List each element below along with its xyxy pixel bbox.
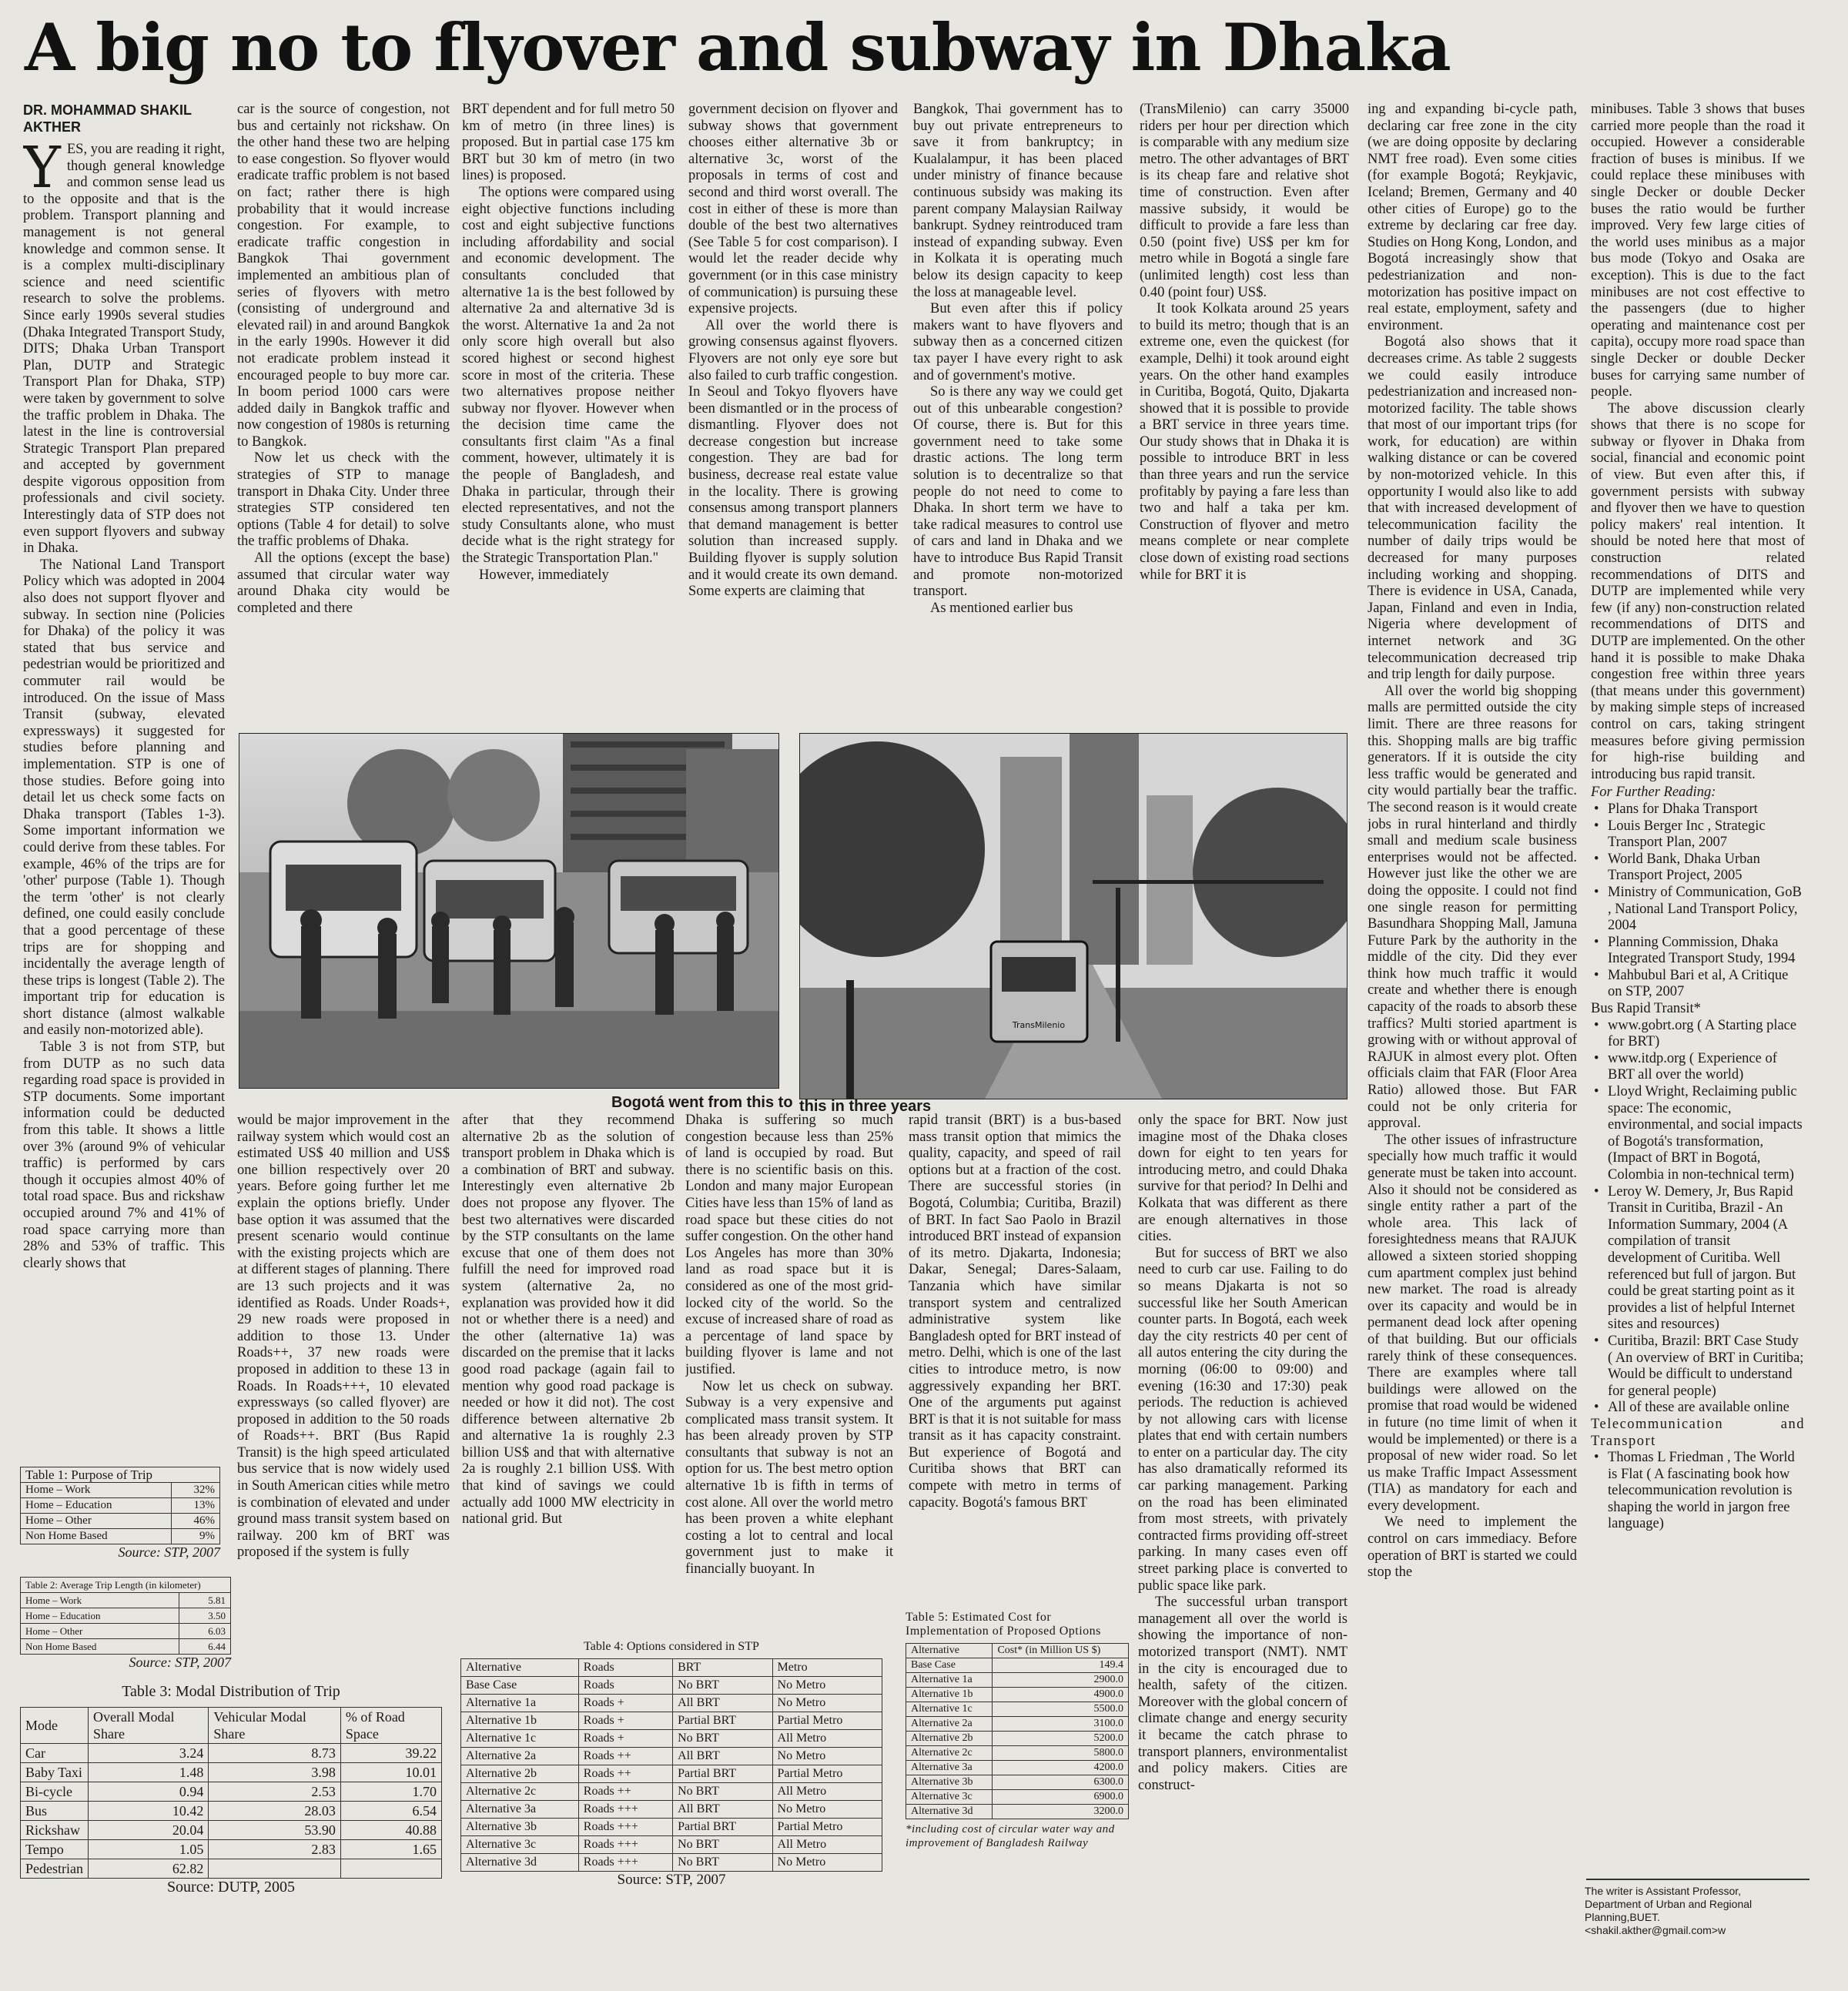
table-cell: Alternative 3a bbox=[461, 1801, 579, 1819]
table-cell: 62.82 bbox=[88, 1859, 208, 1879]
paragraph: So is there any way we could get out of this unbearable congestion? Of course, there is. But for this government need to take some drastic actions. The long term solution is to decentralize so that people do not need to come to Dhaka. In short term we have to take radical measures to control use of cars and land in Dhaka and we have to introduce Bus Rapid Transit and promote non-motorized transport. bbox=[913, 384, 1123, 600]
paragraph: All over the world big shopping malls are permitted outside the city limit. There are three reasons for this. Shopping malls are big traffic generators. If it is outside the city less traffic would be generated and city would partially bear the traffic. The second reason is it would create jobs in rural hinterland and thirdly small and medium scale business enterprises would not be affected. However just like the other we are doing the opposite. I could not find one single reason for permitting Basundhara Shopping Mall, Jamuna Future Park by the authority in the middle of the city. Did they ever think how much traffic it would create and whether there is enough capacity of the roads to absorb these traffics? Multi storied apartment is growing with or without approval of RAJUK in almost every plot. Often officials claim that FAR (Floor Area Ratio) allowed those. But FAR could not be only criteria for approval. bbox=[1368, 683, 1577, 1132]
table-source: Source: STP, 2007 bbox=[617, 1872, 726, 1888]
table-cell: No BRT bbox=[673, 1730, 772, 1748]
table-row bbox=[21, 1514, 220, 1529]
table-cell: Non Home Based bbox=[21, 1639, 179, 1655]
table-row bbox=[21, 1744, 442, 1763]
table-cell: 5500.0 bbox=[993, 1702, 1129, 1717]
table-cell: 4900.0 bbox=[993, 1688, 1129, 1702]
table-row bbox=[21, 1608, 231, 1624]
street-photo-after bbox=[800, 734, 1347, 1099]
table-cell: 6.54 bbox=[340, 1802, 441, 1821]
purpose-of-trip-table bbox=[20, 1467, 220, 1544]
photo-caption-left: Bogotá went from this to bbox=[611, 1094, 793, 1111]
table-row bbox=[906, 1790, 1129, 1805]
table-cell: 0.94 bbox=[88, 1782, 208, 1802]
paragraph: (TransMilenio) can carry 35000 riders per hour per direction which is comparable with any medium size metro. The other advantages of BRT is its cheap fare and relative shot time of construction. Even after massive subsidy, it would be difficult to provide a fare less than 0.50 (point five) US$ per km for metro while in Bogotá a single fare (unlimited length) cost less than 0.40 (point four) US$. bbox=[1140, 102, 1349, 300]
table-row bbox=[906, 1761, 1129, 1775]
table-cell: Alternative 1a bbox=[461, 1695, 579, 1712]
table-cell: Tempo bbox=[21, 1840, 89, 1859]
paragraph: However, immediately bbox=[479, 567, 609, 583]
column-1 bbox=[23, 102, 225, 1464]
cost-table bbox=[906, 1643, 1129, 1819]
table-row bbox=[461, 1783, 882, 1801]
table-cell: Bi-cycle bbox=[21, 1782, 89, 1802]
table-cell: 2.53 bbox=[209, 1782, 340, 1802]
reading-item: • Mahbubul Bari et al, A Critique on STP, 2007 bbox=[1591, 968, 1805, 1001]
photo-caption-right: this in three years bbox=[799, 1098, 932, 1115]
paragraph: Now let us check with the strategies of STP to manage transport in Dhaka City. Under three strategies STP considered ten options (Table 4 for detail) to solve the traffic problems of Dhaka. bbox=[237, 450, 450, 550]
table-cell: 28.03 bbox=[209, 1802, 340, 1821]
table-cell bbox=[209, 1859, 340, 1879]
column-header: Metro bbox=[772, 1659, 882, 1677]
table-row bbox=[21, 1529, 220, 1544]
table-row bbox=[461, 1695, 882, 1712]
reading-item: • Thomas L Friedman , The World is Flat ( A fascinating book how telecommunication revolution is shaping the world in jargon free language) bbox=[1591, 1450, 1805, 1533]
table-row bbox=[461, 1836, 882, 1854]
table-cell: All BRT bbox=[673, 1801, 772, 1819]
reading-item: • All of these are available online bbox=[1591, 1400, 1805, 1417]
table-title: Table 2: Average Trip Length (in kilometer) bbox=[21, 1578, 231, 1593]
paragraph: Dhaka is suffering so much congestion because less than 25% of land is occupied by road. But there is no scientific basis on this. London and many major European Cities have less than 15% of land as road space but these cities do not suffer congestion. On the other hand Los Angeles has more than 30% land as road space but it is considered as one of the most grid-locked city of the world. So the excuse of increased share of road as a percentage of land space by building flyover is lame and not justified. bbox=[685, 1113, 893, 1377]
table-title: Table 1: Purpose of Trip bbox=[21, 1467, 220, 1483]
table-cell: Alternative 2a bbox=[906, 1717, 993, 1732]
column-7 bbox=[1368, 102, 1577, 1946]
table-cell: Roads ++ bbox=[578, 1748, 672, 1765]
table-4 bbox=[460, 1640, 882, 1889]
reading-item: • Planning Commission, Dhaka Integrated Transport Study, 1994 bbox=[1591, 935, 1805, 968]
table-cell: 32% bbox=[171, 1483, 219, 1498]
byline: DR. MOHAMMAD SHAKIL AKTHER bbox=[23, 102, 192, 135]
table-row bbox=[906, 1658, 1129, 1673]
table-row bbox=[21, 1763, 442, 1782]
paragraph: minibuses. Table 3 shows that buses carried more people than the road it occupied. However a considerable fraction of buses is minibus. If we could replace these minibuses with single Decker or double Decker buses the ratio would be further improved. Very few large cities of the world uses minibus as a major bus mode (Tokyo and Osaka are exception). This is due to the fact minibuses are not cost effective to the passengers (due to higher operating and maintenance cost per capita), occupy more road space than single Decker or double Decker buses for carrying same number of people. bbox=[1591, 102, 1805, 400]
paragraph: All the options (except the base) assumed that circular water way around Dhaka city would be completed and there bbox=[237, 550, 450, 616]
table-cell: 6.03 bbox=[179, 1624, 231, 1639]
column-header: BRT bbox=[673, 1659, 772, 1677]
table-cell: 3200.0 bbox=[993, 1805, 1129, 1819]
table-cell: 1.65 bbox=[340, 1840, 441, 1859]
modal-distribution-table bbox=[20, 1707, 442, 1879]
trip-length-table bbox=[20, 1577, 231, 1655]
table-cell: 13% bbox=[171, 1498, 219, 1514]
paragraph: Now let us check on subway. Subway is a very expensive and complicated mass transit system. It has been already proven by STP consultants that subway is not an option for us. The best metro option alternative 1b is fifth in terms of cost alone. All over the world metro has been proven a white elephant costing a lot to central and local government just to make it financially buoyant. In bbox=[685, 1378, 893, 1578]
reading-item: • Lloyd Wright, Reclaiming public space: The economic, environmental, and social impacts of Bogotá's transformation, (Impact of BRT in Bogotá, Colombia in non-technical term) bbox=[1591, 1084, 1805, 1184]
table-cell: Partial Metro bbox=[772, 1819, 882, 1836]
table-source: Source: DUTP, 2005 bbox=[166, 1879, 296, 1896]
table-cell: 3.98 bbox=[209, 1763, 340, 1782]
table-cell: Home – Education bbox=[21, 1608, 179, 1624]
table-cell: Alternative 2b bbox=[906, 1732, 993, 1746]
table-cell: Alternative 3d bbox=[906, 1805, 993, 1819]
table-cell: No Metro bbox=[772, 1695, 882, 1712]
table-cell: Alternative 2b bbox=[461, 1765, 579, 1783]
column-6-top bbox=[1140, 102, 1349, 722]
table-source: Source: STP, 2007 bbox=[129, 1655, 231, 1670]
table-cell: Roads bbox=[578, 1677, 672, 1695]
paragraph: BRT dependent and for full metro 50 km of metro (in three lines) is proposed. But in partial case 175 km BRT but 30 km of metro (in two lines) is proposed. bbox=[462, 102, 675, 184]
table-row bbox=[21, 1498, 220, 1514]
table-row bbox=[461, 1748, 882, 1765]
column-header: Cost* (in Million US $) bbox=[993, 1644, 1129, 1658]
options-table bbox=[460, 1658, 882, 1872]
table-cell: Alternative 3c bbox=[461, 1836, 579, 1854]
table-cell: Roads +++ bbox=[578, 1819, 672, 1836]
table-row bbox=[906, 1746, 1129, 1761]
brt-reading-title: Bus Rapid Transit* bbox=[1591, 1001, 1701, 1017]
table-row bbox=[906, 1673, 1129, 1688]
column-6-bottom bbox=[1138, 1113, 1348, 1948]
table-cell bbox=[340, 1859, 441, 1879]
table-cell: Alternative 1b bbox=[461, 1712, 579, 1730]
paragraph: Bogotá also shows that it decreases crime. As table 2 suggests we could easily introduce pedestrianization and increased non-motorized facility. The table shows that most of our important trips (for work, for education) are within walking distance or can be covered by non-motorized vehicle. In this opportunity I would also like to add that with increased development of telecommunication facility the number of daily trips would be decreased for many purposes including working and shopping. There is evidence in USA, Canada, Japan, Finland and even in India, Nigeria where development of internet network and 3G telecommunication decreased trip and trip length for daily purpose. bbox=[1368, 334, 1577, 683]
paragraph: The successful urban transport management all over the world is showing the importance of non-motorized transport (NMT). NMT in the city is encouraged due to health, safety of the citizen. Moreover with the global concern of climate change and energy security it became the catch phrase to transport planners, environmentalist and policy makers. Cities are construct- bbox=[1138, 1594, 1348, 1793]
table-cell: 6900.0 bbox=[993, 1790, 1129, 1805]
column-5-top bbox=[913, 102, 1123, 722]
column-4-top bbox=[688, 102, 898, 722]
paragraph: All over the world there is growing consensus against flyovers. Flyovers are not only eye sore but also failed to curb traffic congestion. In Seoul and Tokyo flyovers have been dismantled or in the process of dismantling. Flyover does not decrease congestion but increase congestion. They are bad for business, decrease real estate value in the locality. There is growing consensus among transport planners that demand management is better solution than increased supply. Building flyover is supply solution and it would create its own demand. Some experts are claiming that bbox=[688, 317, 898, 600]
table-cell: 2900.0 bbox=[993, 1673, 1129, 1688]
divider bbox=[1586, 1879, 1810, 1880]
table-cell: Rickshaw bbox=[21, 1821, 89, 1840]
table-cell: 10.42 bbox=[88, 1802, 208, 1821]
table-cell: Partial Metro bbox=[772, 1712, 882, 1730]
table-cell: Alternative 2c bbox=[906, 1746, 993, 1761]
reading-item: • World Bank, Dhaka Urban Transport Project, 2005 bbox=[1591, 852, 1805, 885]
table-cell: 5800.0 bbox=[993, 1746, 1129, 1761]
table-cell: Baby Taxi bbox=[21, 1763, 89, 1782]
table-cell: Home – Work bbox=[21, 1593, 179, 1608]
paragraph: ing and expanding bi-cycle path, declaring car free zone in the city (we are doing opposite by declaring NMT free road). Even some cities (for example Bogotá; Reykjavic, Iceland; Bremen, Germany and 40 other cities of Europe) go to the extreme by declaring car free day. Studies on Hong Kong, London, and Bogotá increasingly show that pedestrianization and non-motorization has positive impact on real estate, employment, safety and environment. bbox=[1368, 102, 1577, 333]
column-2-top bbox=[237, 102, 450, 722]
table-cell: Pedestrian bbox=[21, 1859, 89, 1879]
table-cell: 3.24 bbox=[88, 1744, 208, 1763]
table-cell: No BRT bbox=[673, 1677, 772, 1695]
table-row bbox=[461, 1819, 882, 1836]
table-cell: Home – Work bbox=[21, 1483, 172, 1498]
table-cell: Home – Other bbox=[21, 1514, 172, 1529]
table-cell: Alternative 2c bbox=[461, 1783, 579, 1801]
table-cell: 6300.0 bbox=[993, 1775, 1129, 1790]
table-cell: Roads ++ bbox=[578, 1783, 672, 1801]
table-row bbox=[21, 1821, 442, 1840]
table-cell: Alternative 1c bbox=[906, 1702, 993, 1717]
table-3 bbox=[20, 1683, 442, 1896]
table-row bbox=[461, 1730, 882, 1748]
reading-item: • www.itdp.org ( Experience of BRT all over the world) bbox=[1591, 1051, 1805, 1084]
table-cell: 1.05 bbox=[88, 1840, 208, 1859]
table-row bbox=[906, 1732, 1129, 1746]
table-cell: Alternative 3d bbox=[461, 1854, 579, 1872]
table-cell: Home – Other bbox=[21, 1624, 179, 1639]
paragraph: Table 3 is not from STP, but from DUTP as no such data regarding road space is provided in STP documents. Some important information could be deducted from this table. It shows a little over 3% (around 9% of vehicular traffic) is performed by cars though it occupies almost 40% of total road space. Bus and rickshaw occupied around 7% and 41% of road space carrying more than 28% and 53% of traffic. This clearly shows that bbox=[23, 1039, 225, 1271]
column-header: Roads bbox=[578, 1659, 672, 1677]
column-header: Alternative bbox=[461, 1659, 579, 1677]
paragraph: The National Land Transport Policy which was adopted in 2004 also does not support flyover and subway. In section nine (Policies for Dhaka) of the policy it was stated that bus service and pedestrian would be prioritized and commuter rail would be introduced. On the issue of Mass Transit (subway, elevated expressways) it suggested for studies before planning and implementation. STP is one of those studies. Before going into detail let us check some facts on Dhaka transport (Tables 1-3). Some important information we could derive from these tables. For example, 46% of the trips are for 'other' purpose (Table 1). Though the term 'other' is not clearly defined, one could easily conclude that a good percentage of these trips are for shopping and incidentally the average length of these trips is longest (Table 2). The important trip for education is short distance (almost walkable and easily non-motorized able). bbox=[23, 557, 225, 1039]
table-cell: Base Case bbox=[461, 1677, 579, 1695]
column-4-bottom bbox=[685, 1113, 893, 1644]
table-cell: Roads + bbox=[578, 1695, 672, 1712]
table-cell: Roads +++ bbox=[578, 1801, 672, 1819]
table-cell: 1.48 bbox=[88, 1763, 208, 1782]
reading-item: • Louis Berger Inc , Strategic Transport Plan, 2007 bbox=[1591, 818, 1805, 852]
reading-item: • www.gobrt.org ( A Starting place for BRT) bbox=[1591, 1018, 1805, 1051]
column-3-bottom bbox=[462, 1113, 675, 1644]
paragraph: But for success of BRT we also need to curb car use. Failing to do so means Djakarta is not so successful like her South American counter parts. In Bogotá, each week day the city restricts 40 per cent of all autos entering the city during the morning (06:00 to 09:00) and evening (16:30 and 17:30) peak periods. The reduction is achieved by not allowing cars with license plates that end with certain numbers to enter on a particular day. The city has also dramatically reformed its car parking management. Parking on the road has been eliminated from most streets, with privately contracted firms providing off-street parking. In many cases even off street parking place is converted to public space like park. bbox=[1138, 1245, 1348, 1594]
table-cell: 53.90 bbox=[209, 1821, 340, 1840]
table-cell: No BRT bbox=[673, 1854, 772, 1872]
table-cell: Alternative 1b bbox=[906, 1688, 993, 1702]
table-cell: All Metro bbox=[772, 1783, 882, 1801]
reading-item: • Ministry of Communication, GoB , National Land Transport Policy, 2004 bbox=[1591, 885, 1805, 935]
table-cell: Roads ++ bbox=[578, 1765, 672, 1783]
table-cell: Alternative 2a bbox=[461, 1748, 579, 1765]
photo-bogota-after bbox=[799, 733, 1348, 1099]
table-cell: No Metro bbox=[772, 1854, 882, 1872]
table-cell: 46% bbox=[171, 1514, 219, 1529]
table-note: *including cost of circular water way and improvement of Bangladesh Railway bbox=[906, 1823, 1115, 1849]
table-row bbox=[21, 1782, 442, 1802]
street-photo-before bbox=[239, 734, 778, 1088]
table-title: Table 3: Modal Distribution of Trip bbox=[122, 1683, 340, 1700]
paragraph: As mentioned earlier bus bbox=[930, 600, 1073, 616]
table-cell: Roads + bbox=[578, 1730, 672, 1748]
drop-cap: Y bbox=[23, 135, 61, 201]
column-header: Alternative bbox=[906, 1644, 993, 1658]
table-cell: 4200.0 bbox=[993, 1761, 1129, 1775]
paragraph: only the space for BRT. Now just imagine most of the Dhaka closes down for eight to ten years for introducing metro, and could Dhaka survive for that period? In Delhi and Kolkata that was different as there are enough alternatives in those cities. bbox=[1138, 1113, 1348, 1245]
table-cell: 3.50 bbox=[179, 1608, 231, 1624]
table-cell: Home – Education bbox=[21, 1498, 172, 1514]
bus-sign-text: TransMilenio bbox=[1012, 1020, 1066, 1030]
table-cell: Alternative 3b bbox=[461, 1819, 579, 1836]
column-2-bottom bbox=[237, 1113, 450, 1661]
table-cell: Roads +++ bbox=[578, 1836, 672, 1854]
author-bio: The writer is Assistant Professor, Department of Urban and Regional Planning,BUET. bbox=[1585, 1885, 1753, 1923]
paragraph: rapid transit (BRT) is a bus-based mass transit option that mimics the quality, capacity, and speed of rail options but at a fraction of the cost. There are successful stories (in Bogotá, Columbia; Curitiba, Brazil) of BRT. In fact Sao Paolo in Brazil introduced BRT instead of expansion of its metro. Djakarta, Indonesia; Dakar, Senegal; Dares-Salaam, Tanzania which have similar transport system and centralized administrative system like Bangladesh opted for BRT instead of metro. Delhi, which is one of the last cities to introduce metro, is now aggressively expanding her BRT. One of the arguments put against BRT is that it is not suitable for mass transit as it has capacity constraint. But experience of Bogotá and Curitiba shows that BRT can compete with metro in terms of capacity. Bogotá's famous BRT bbox=[909, 1113, 1121, 1511]
further-reading-title: For Further Reading: bbox=[1591, 785, 1716, 801]
table-title: Table 4: Options considered in STP bbox=[584, 1640, 759, 1653]
table-cell: Car bbox=[21, 1744, 89, 1763]
table-row bbox=[21, 1840, 442, 1859]
table-cell: All Metro bbox=[772, 1730, 882, 1748]
reading-item: • Plans for Dhaka Transport bbox=[1591, 801, 1805, 818]
intro-paragraph: ES, you are reading it right, though general knowledge and common sense lead us to the opposite and that is the problem. Transport planning and management is not general knowledge and common sense. It is a complex multi-disciplinary science and need scientific research to solve the problems. Since early 1990s several studies (Dhaka Integrated Transport Study, DITS; Dhaka Urban Transport Plan, DUTP and Strategic Transport Plan for Dhaka, STP) were taken by government to solve the traffic problem in Dhaka. The latest in the line is controversial Strategic Transport Plan prepared and accepted by government despite vigorous opposition from professionals and civil society. Interestingly data of STP does not even support flyovers and subway in Dhaka. bbox=[23, 142, 225, 557]
table-cell: All BRT bbox=[673, 1695, 772, 1712]
table-source: Source: STP, 2007 bbox=[118, 1544, 220, 1560]
paragraph: We need to implement the control on cars immediacy. Before operation of BRT is started we could stop the bbox=[1368, 1514, 1577, 1581]
table-cell: 6.44 bbox=[179, 1639, 231, 1655]
paragraph: Bangkok, Thai government has to buy out private entrepreneurs to save it from bankruptcy; in Kualalampur, it has been placed under ministry of finance because continuous subsidy was making its parent company Malaysian Railway bankrupt. Sydney reintroduced tram instead of expanding subway. Even in Kolkata it is operating much below its design capacity to keep the loss at manageable level. bbox=[913, 102, 1123, 300]
paragraph: after that they recommend alternative 2b as the solution of transport problem in Dhaka which is a combination of BRT and subway. Interestingly even alternative 2b does not propose any flyover. The best two alternatives were discarded by the STP consultants on the lame excuse that one of them does not fulfill the need for improved road system (alternative 2a, no explanation was provided how it did not or whether there is a need) and the other (alternative 1a) was discarded on the premise that it lacks good road package (again fail to mention why good road package is needed or how it did not). The cost difference between alternative 2b and alternative 1a is roughly 2.3 billion US$ and that with alternative 2a is roughly 2.1 billion US$. With that kind of savings we could actually add 1000 MW electricity in national grid. But bbox=[462, 1113, 675, 1528]
headline: A big no to flyover and subway in Dhaka bbox=[25, 9, 1451, 85]
table-2 bbox=[20, 1577, 231, 1671]
column-header: Mode bbox=[21, 1708, 89, 1744]
table-cell: 20.04 bbox=[88, 1821, 208, 1840]
author-note bbox=[1585, 1885, 1800, 1937]
table-cell: 9% bbox=[171, 1529, 219, 1544]
table-cell: 8.73 bbox=[209, 1744, 340, 1763]
table-cell: Partial Metro bbox=[772, 1765, 882, 1783]
table-cell: Non Home Based bbox=[21, 1529, 172, 1544]
author-email: <shakil.akther@gmail.com>w bbox=[1585, 1924, 1726, 1936]
further-reading-list bbox=[1591, 801, 1805, 1001]
table-cell: 5.81 bbox=[179, 1593, 231, 1608]
column-header: Overall Modal Share bbox=[88, 1708, 208, 1744]
table-cell: 40.88 bbox=[340, 1821, 441, 1840]
table-row bbox=[21, 1624, 231, 1639]
brt-reading-list bbox=[1591, 1018, 1805, 1417]
table-row bbox=[906, 1688, 1129, 1702]
table-cell: No BRT bbox=[673, 1783, 772, 1801]
paragraph: would be major improvement in the railway system which would cost an estimated US$ 40 million and US$ one billion respectively over 20 years. Before going further let me explain the options briefly. Under base option it was assumed that the present scenario would continue with the existing projects which are at different stages of planning. There are 13 such projects and it was identified as Roads. Under Roads+, 29 new roads were proposed in addition to those 13. Under Roads++, 37 new roads were proposed in addition to these 13 in Roads. In Roads+++, 10 elevated expressways (so called flyover) are proposed in addition to the 50 roads of Roads++. BRT (Bus Rapid Transit) is the high speed articulated bus service that is now widely used in South American cities while metro is combination of elevated and under ground mass transit system based on railway. 200 km of BRT was proposed if the system is fully bbox=[237, 1113, 450, 1561]
table-cell: Alternative 1c bbox=[461, 1730, 579, 1748]
photo-bogota-before bbox=[239, 733, 779, 1089]
table-cell: 10.01 bbox=[340, 1763, 441, 1782]
table-row bbox=[461, 1854, 882, 1872]
table-cell: 149.4 bbox=[993, 1658, 1129, 1673]
paragraph: The other issues of infrastructure specially how much traffic it would generate must be taken into account. Also it should not be considered as single entity rather a part of the whole area. This lack of foresightedness means that RAJUK allowed a sixteen storied shopping cum apartment complex just behind new market. The road is already over its capacity and would be in permanent dead lock after opening of that building. But our officials rarely think of these consequences. There are examples where tall buildings were allowed on the promise that road would be widened in future (no time limit of when it would be implemented) or there is a proposal of new wider road. So let us make Traffic Impact Assessment (TIA) as mandatory for each and every development. bbox=[1368, 1132, 1577, 1514]
table-cell: Partial BRT bbox=[673, 1819, 772, 1836]
table-title: Table 5: Estimated Cost for Implementation of Proposed Options bbox=[906, 1611, 1101, 1638]
table-row bbox=[21, 1483, 220, 1498]
table-row bbox=[906, 1702, 1129, 1717]
telecom-reading-title: Telecommunication and Transport bbox=[1591, 1416, 1805, 1449]
paragraph: government decision on flyover and subway shows that government chooses either alternative 3b or alternative 3c, worst of the proposals in terms of cost and second and third worst overall. The cost in either of these is more than double of the best two alternatives (See Table 5 for cost comparison). I would let the reader decide why government (or in this case ministry of communication) is pursuing these expensive projects. bbox=[688, 102, 898, 317]
table-row bbox=[461, 1801, 882, 1819]
table-row bbox=[906, 1805, 1129, 1819]
reading-item: • Curitiba, Brazil: BRT Case Study ( An overview of BRT in Curitiba; Would be difficult to understand for general people) bbox=[1591, 1333, 1805, 1400]
table-row bbox=[21, 1802, 442, 1821]
table-cell: 39.22 bbox=[340, 1744, 441, 1763]
reading-item: • Leroy W. Demery, Jr, Bus Rapid Transit in Curitiba, Brazil - An Information Summary, 2004 (A compilation of transit development of Curitiba. Well referenced but full of jargon. But could be great starting point as it provides a list of helpful Internet sites and resources) bbox=[1591, 1184, 1805, 1333]
table-cell: Alternative 3b bbox=[906, 1775, 993, 1790]
table-cell: 3100.0 bbox=[993, 1717, 1129, 1732]
table-cell: 1.70 bbox=[340, 1782, 441, 1802]
table-row bbox=[461, 1677, 882, 1695]
table-cell: Alternative 3c bbox=[906, 1790, 993, 1805]
table-cell: 5200.0 bbox=[993, 1732, 1129, 1746]
paragraph: The options were compared using eight objective functions including cost and eight subjective functions including affordability and social and economic development. The consultants concluded that alternative 1a is the best followed by alternative 2a and alternative 3d is the worst. Alternative 1a and 2a not only score high overall but also scored highest or second highest score in most of the criteria. These two alternatives propose neither subway nor flyover. However when the decision time came the consultants first claim "As a final comment, however, ultimately it is the people of Bangladesh, and Dhaka in particular, through their elected representatives, and not the study Consultants alone, who must decide what is the right strategy for the Strategic Transportation Plan." bbox=[462, 184, 675, 567]
table-cell: Bus bbox=[21, 1802, 89, 1821]
table-cell: Roads +++ bbox=[578, 1854, 672, 1872]
table-5 bbox=[906, 1611, 1129, 1850]
table-row bbox=[21, 1593, 231, 1608]
column-3-top bbox=[462, 102, 675, 722]
table-cell: Partial BRT bbox=[673, 1765, 772, 1783]
paragraph: The above discussion clearly shows that there is no scope for subway or flyover in Dhaka from social, financial and economic point of view. But even after this, if government persists with subway and flyover then we have to question policy makers' real intention. It should be noted here that most of construction related recommendations of DITS and DUTP are implemented while very few (if any) non-construction related recommendations of DITS and DUTP are implemented. On the other hand it is possible to make Dhaka congestion free within three years (that means under this government) by making simple steps of increased control on cars, taking stringent measures before giving permission for high-rise building and introducing bus rapid transit. bbox=[1591, 400, 1805, 782]
table-cell: No Metro bbox=[772, 1801, 882, 1819]
column-header: Vehicular Modal Share bbox=[209, 1708, 340, 1744]
table-cell: Base Case bbox=[906, 1658, 993, 1673]
table-cell: Alternative 3a bbox=[906, 1761, 993, 1775]
table-row bbox=[461, 1712, 882, 1730]
table-cell: No Metro bbox=[772, 1677, 882, 1695]
table-row bbox=[906, 1717, 1129, 1732]
telecom-reading-list bbox=[1591, 1450, 1805, 1533]
table-cell: Roads + bbox=[578, 1712, 672, 1730]
column-header: % of Road Space bbox=[340, 1708, 441, 1744]
table-cell: No Metro bbox=[772, 1748, 882, 1765]
table-1 bbox=[20, 1467, 220, 1561]
table-row bbox=[461, 1765, 882, 1783]
column-5-bottom bbox=[909, 1113, 1121, 1598]
table-cell: No BRT bbox=[673, 1836, 772, 1854]
paragraph: But even after this if policy makers want to have flyovers and subway then as a concerned citizen tax payer I have every right to ask and of government's motive. bbox=[913, 301, 1123, 383]
column-8 bbox=[1591, 102, 1805, 1872]
table-cell: Partial BRT bbox=[673, 1712, 772, 1730]
paragraph: It took Kolkata around 25 years to build its metro; though that is an extreme one, even the quickest (for example, Delhi) it took around eight years. On the other hand examples in Curitiba, Bogotá, Quito, Djakarta showed that it is possible to provide a BRT service in three years time. Our study shows that in Dhaka it is possible to introduce BRT in less than three years and run the service profitably by paying a fare less than two and half a taka per km. Construction of flyover and metro means complete or near complete close down of existing road sections while for BRT it is bbox=[1140, 301, 1349, 583]
table-cell: Alternative 1a bbox=[906, 1673, 993, 1688]
table-row bbox=[21, 1639, 231, 1655]
table-row bbox=[21, 1859, 442, 1879]
table-row bbox=[906, 1775, 1129, 1790]
table-cell: All BRT bbox=[673, 1748, 772, 1765]
table-cell: 2.83 bbox=[209, 1840, 340, 1859]
paragraph: car is the source of congestion, not bus and certainly not rickshaw. On the other hand these two are helping to ease congestion. So flyover would eradicate traffic problem is not based on fact; rather there is high probability that it would increase congestion. For example, to eradicate traffic congestion in Bangkok Thai government implemented an ambitious plan of series of flyovers with metro (consisting of underground and elevated rail) in and around Bangkok in the early 1990s. However it did not eradicate problem instead it encouraged people to buy more car. In boom period 1000 cars were added daily in Bangkok traffic and now congestion of 1980s is returning to Bangkok. bbox=[237, 102, 450, 450]
table-cell: All Metro bbox=[772, 1836, 882, 1854]
